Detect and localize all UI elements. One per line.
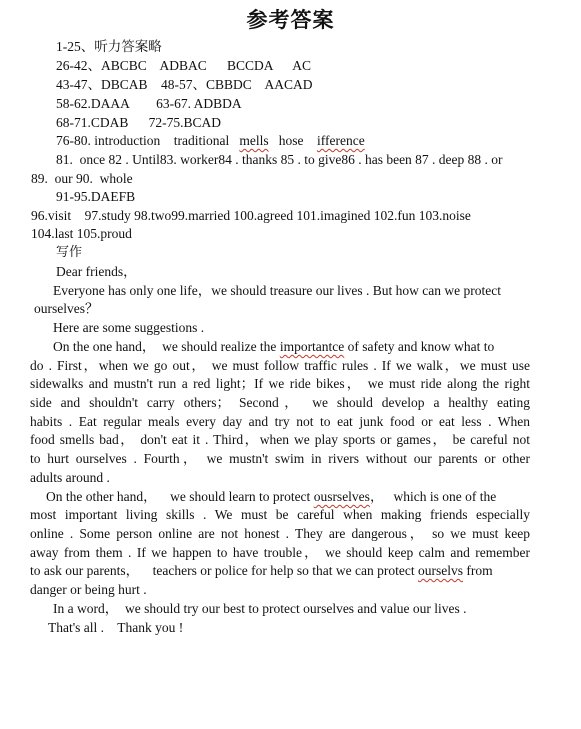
answer-line-listening: 1-25、听力答案略 bbox=[56, 39, 162, 54]
answer-text: hose bbox=[268, 133, 317, 148]
essay-paragraph-3-line: to hurt ourselves . Fourth， we mustn't swim in rivers without our parents or other bbox=[30, 451, 530, 466]
essay-paragraph-3-line: adults around . bbox=[30, 470, 110, 485]
essay-paragraph-3-line: side and shouldn't carry others； Second， we should develop a healthy eating bbox=[30, 395, 530, 410]
answer-line-81-88: 81. once 82 . Until83. worker84 . thanks 85 . to give86 . has been 87 . deep 88 . or bbox=[56, 152, 503, 167]
essay-paragraph-4-line: most important living skills . We must be careful when making friends especially bbox=[30, 507, 530, 522]
answer-line-76-80 bbox=[56, 132, 365, 150]
misspelled-word: mells bbox=[239, 133, 269, 148]
answer-line-43-57: 43-47、DBCAB 48-57、CBBDC AACAD bbox=[56, 77, 313, 92]
essay-paragraph-5: In a word， we should try our best to protect ourselves and value our lives . bbox=[53, 601, 467, 616]
misspelled-word: ourselvs bbox=[418, 563, 463, 578]
essay-paragraph-4-line: online . Some person online are not honest . They are dangerous， so we must keep bbox=[30, 526, 530, 541]
essay-greeting: Dear friends， bbox=[56, 264, 137, 279]
essay-text: On the other hand， we should learn to protect bbox=[46, 489, 314, 504]
essay-paragraph-4-line bbox=[46, 488, 496, 506]
page-title: 参考答案 bbox=[246, 7, 335, 32]
misspelled-word: ifference bbox=[316, 133, 365, 148]
essay-text: ， which is one of the bbox=[369, 489, 497, 504]
answer-line-91-95: 91-95.DAEFB bbox=[56, 189, 136, 204]
misspelled-word: ousrselves bbox=[313, 489, 370, 504]
answer-line-26-42: 26-42、ABCBC ADBAC BCCDA AC bbox=[56, 58, 312, 73]
essay-paragraph-1-line: ourselves？ bbox=[34, 301, 99, 316]
answer-text: 76-80. introduction traditional bbox=[56, 133, 240, 148]
essay-paragraph-3-line: do . First，when we go out， we must follow traffic rules . If we walk，we must use bbox=[30, 358, 530, 373]
essay-paragraph-2: Here are some suggestions . bbox=[53, 320, 205, 335]
writing-section-label: 写作 bbox=[56, 245, 83, 260]
answer-line-89-90: 89. our 90. whole bbox=[31, 171, 133, 186]
essay-paragraph-4-line bbox=[30, 562, 493, 580]
essay-paragraph-4-line: danger or being hurt . bbox=[30, 582, 147, 597]
essay-paragraph-3-line: food smells bad， don't eat it . Third，when we play sports or games， be careful not bbox=[30, 432, 530, 447]
essay-paragraph-1-line: Everyone has only one life，we should treasure our lives . But how can we protect bbox=[53, 283, 501, 298]
essay-closing: That's all . Thank you ! bbox=[48, 620, 184, 635]
essay-paragraph-4-line: away from them . If we happen to have trouble， we should keep calm and remember bbox=[30, 545, 530, 560]
essay-text: from bbox=[463, 563, 493, 578]
answer-line-58-67: 58-62.DAAA 63-67. ADBDA bbox=[56, 96, 242, 111]
essay-text: On the one hand， we should realize the bbox=[53, 339, 280, 354]
essay-paragraph-3-line bbox=[53, 338, 494, 356]
answer-line-104-105: 104.last 105.proud bbox=[31, 226, 132, 241]
answer-line-68-75: 68-71.CDAB 72-75.BCAD bbox=[56, 115, 222, 130]
misspelled-word: importantce bbox=[279, 339, 345, 354]
essay-text: to ask our parents， teachers or police for help so that we can protect bbox=[30, 563, 418, 578]
answer-line-96-103: 96.visit 97.study 98.two99.married 100.agreed 101.imagined 102.fun 103.noise bbox=[31, 208, 471, 223]
essay-text: of safety and know what to bbox=[344, 339, 495, 354]
essay-paragraph-3-line: habits . Eat regular meals every day and try not to eat junk food or eat less . When bbox=[30, 414, 530, 429]
essay-paragraph-3-line: sidewalks and mustn't run a red light；If we ride bikes， we must ride along the right bbox=[30, 376, 530, 391]
